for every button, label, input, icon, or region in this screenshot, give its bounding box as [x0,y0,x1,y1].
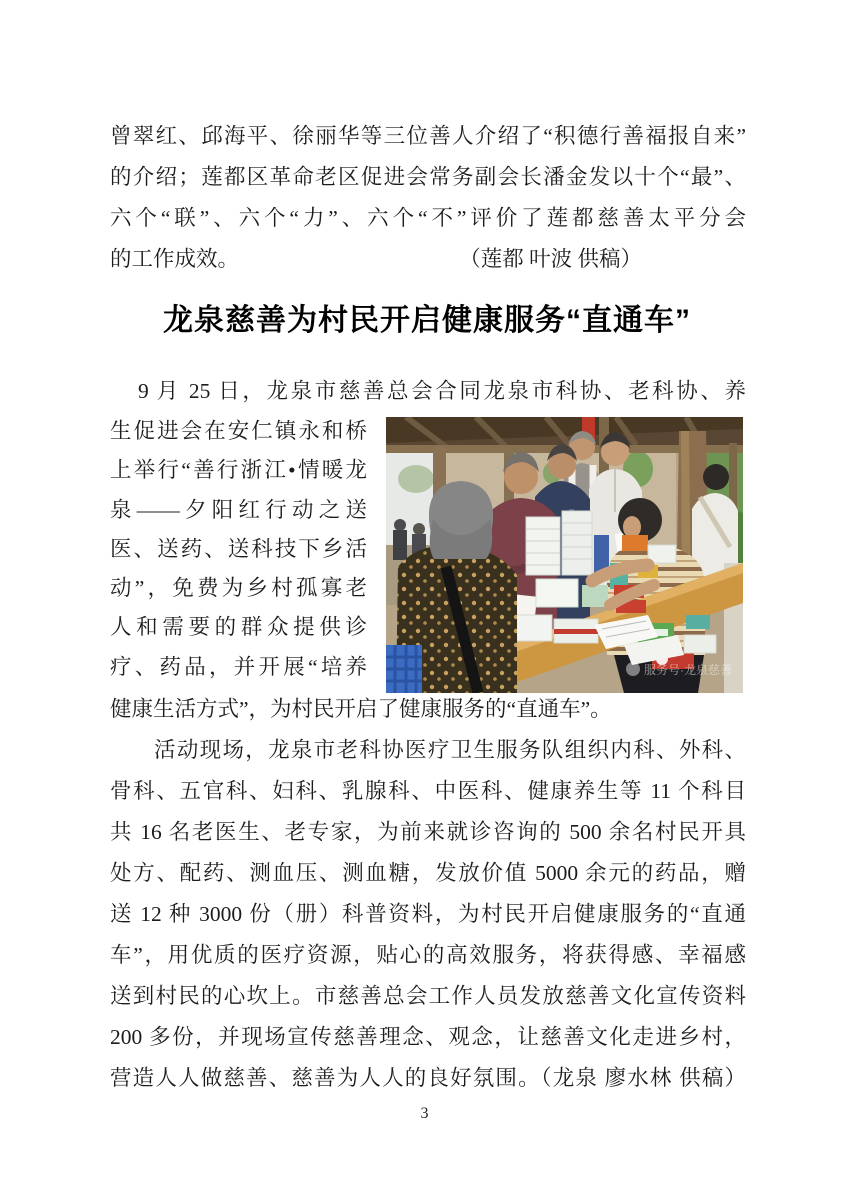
previous-article-continuation [110,116,746,280]
page-number: 3 [420,1105,429,1122]
paragraph-line: 送到村民的心坎上。市慈善总会工作人员发放慈善文化宣传资料 [110,984,746,1008]
paragraph-line: 9 月 25 日，龙泉市慈善总会合同龙泉市科协、老科协、养 [138,379,746,403]
article-paragraph-2 [110,730,746,1099]
paragraph-line: 车”，用优质的医疗资源，贴心的高效服务，将获得感、幸福感 [110,943,746,967]
paragraph-line: 共 16 名老医生、老专家，为前来就诊咨询的 500 余名村民开具 [110,820,746,844]
closing-text: 的工作成效。 [110,247,240,271]
paragraph-line: 泉——夕阳红行动之送 [110,497,367,522]
paragraph-line: 医、送药、送科技下乡活 [110,536,367,561]
paragraph-line: 送 12 种 3000 份（册）科普资料，为村民开启健康服务的“直通 [110,902,746,926]
event-photo [386,417,743,693]
text-wrap-column [110,412,367,687]
paragraph-line [110,239,746,280]
paragraph-line: 上举行“善行浙江•情暖龙 [110,458,367,483]
article-headline: 龙泉慈善为村民开启健康服务“直通车” [163,304,691,337]
paragraph-line: 活动现场，龙泉市老科协医疗卫生服务队组织内科、外科、 [154,738,746,762]
paragraph-line: 曾翠红、邱海平、徐丽华等三位善人介绍了“积德行善福报自来” [110,124,746,148]
paragraph-line: 人和需要的群众提供诊 [110,615,367,640]
blue-crate [386,645,422,693]
paragraph-line: 骨科、五官科、妇科、乳腺科、中医科、健康养生等 11 个科目 [110,779,746,803]
paragraph-line: 健康生活方式”，为村民开启了健康服务的“直通车”。 [110,697,612,721]
byline-credit: （莲都 叶波 供稿） [459,247,642,271]
paragraph-line: 生促进会在安仁镇永和桥 [110,419,367,443]
paragraph-line: 疗、药品，并开展“培养 [110,654,367,679]
event-photo-illustration [386,417,743,693]
paragraph-line: 200 多份，并现场宣传慈善理念、观念，让慈善文化走进乡村， [110,1025,746,1049]
paragraph-line: 六个“联”、六个“力”、六个“不”评价了莲都慈善太平分会 [110,206,746,230]
paragraph-line: 营造人人做慈善、慈善为人人的良好氛围。（龙泉 廖水林 供稿） [110,1066,746,1090]
paragraph-line: 处方、配药、测血压、测血糖，发放价值 5000 余元的药品，赠 [110,861,746,885]
paragraph-line: 动”，免费为乡村孤寡老 [110,576,367,601]
watermark-text: 服务号·龙泉慈善 [644,663,732,677]
paragraph-line: 的介绍；莲都区革命老区促进会常务副会长潘金发以十个“最”、 [110,165,746,189]
